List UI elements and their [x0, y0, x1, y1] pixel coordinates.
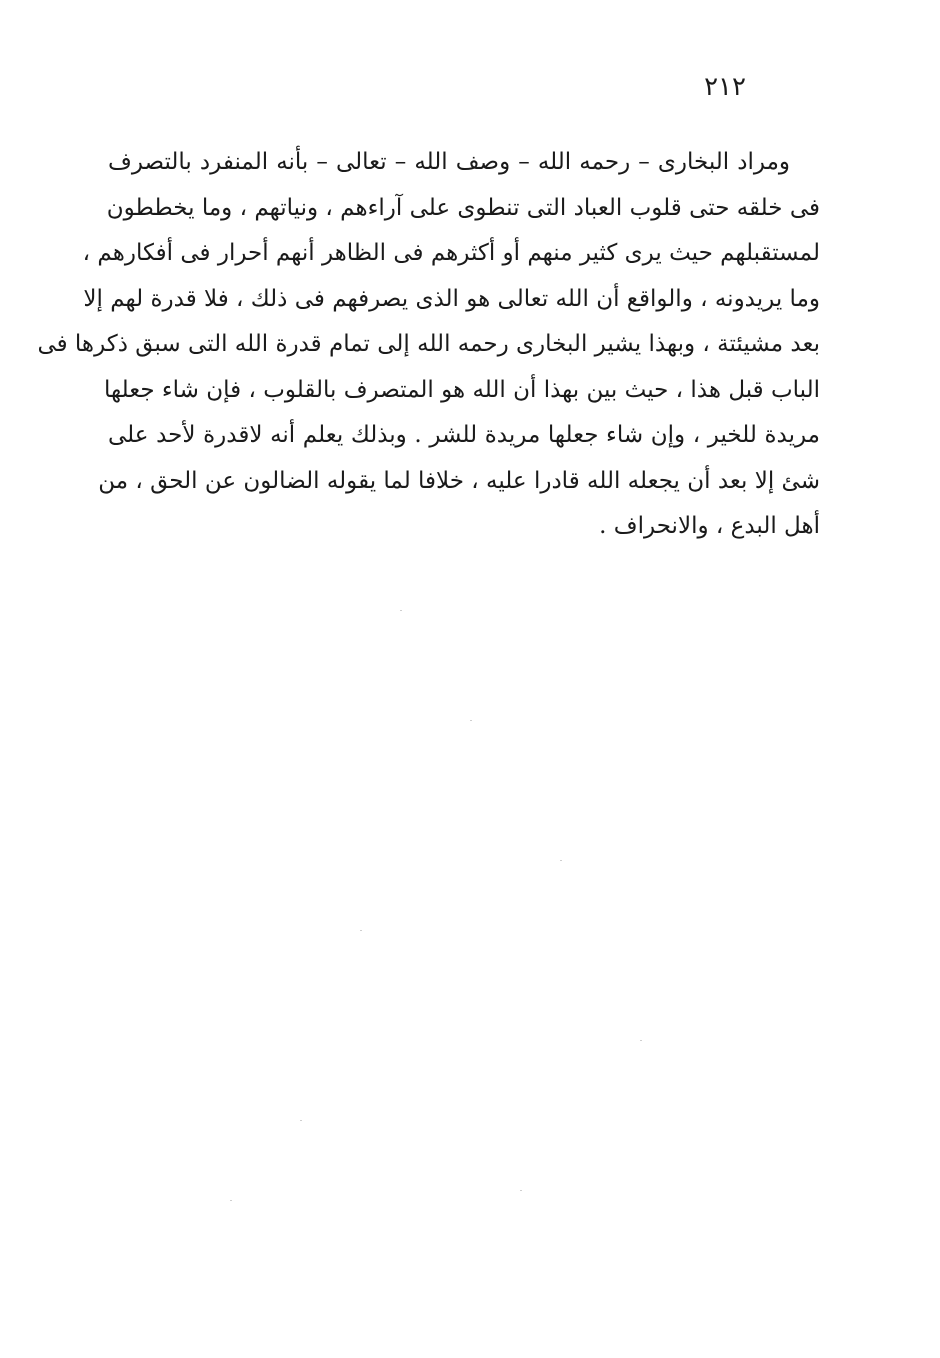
- text-line: شئ إلا بعد أن يجعله الله قادرا عليه ، خلافا لما يقوله الضالون عن الحق ، من: [98, 467, 820, 494]
- scan-speck: [640, 1040, 642, 1041]
- scan-speck: [360, 930, 362, 931]
- scan-speck: [230, 1200, 232, 1201]
- text-line: مريدة للخير ، وإن شاء جعلها مريدة للشر . وبذلك يعلم أنه لاقدرة لأحد على: [108, 422, 820, 448]
- scan-speck: [470, 720, 472, 721]
- scan-speck: [520, 1190, 522, 1191]
- text-line: فى خلقه حتى قلوب العباد التى تنطوى على آراءهم ، ونياتهم ، وما يخططون: [106, 194, 820, 221]
- body-paragraph: [37, 140, 820, 550]
- text-line: بعد مشيئتة ، وبهذا يشير البخارى رحمه الله إلى تمام قدرة الله التى سبق ذكرها فى: [37, 331, 820, 357]
- scan-speck: [400, 610, 402, 611]
- text-line: أهل البدع ، والانحراف .: [599, 513, 820, 539]
- scan-speck: [300, 1120, 302, 1121]
- scan-speck: [560, 860, 562, 861]
- text-line: ومراد البخارى – رحمه الله – وصف الله – تعالى – بأنه المنفرد بالتصرف: [108, 149, 790, 175]
- text-line: وما يريدونه ، والواقع أن الله تعالى هو الذى يصرفهم فى ذلك ، فلا قدرة لهم إلا: [83, 285, 820, 312]
- text-line: الباب قبل هذا ، حيث بين بهذا أن الله هو المتصرف بالقلوب ، فإن شاء جعلها: [104, 376, 820, 403]
- text-line: لمستقبلهم حيث يرى كثير منهم أو أكثرهم فى الظاهر أنهم أحرار فى أفكارهم ،: [82, 240, 820, 266]
- page-number: ٢١٢: [704, 72, 746, 102]
